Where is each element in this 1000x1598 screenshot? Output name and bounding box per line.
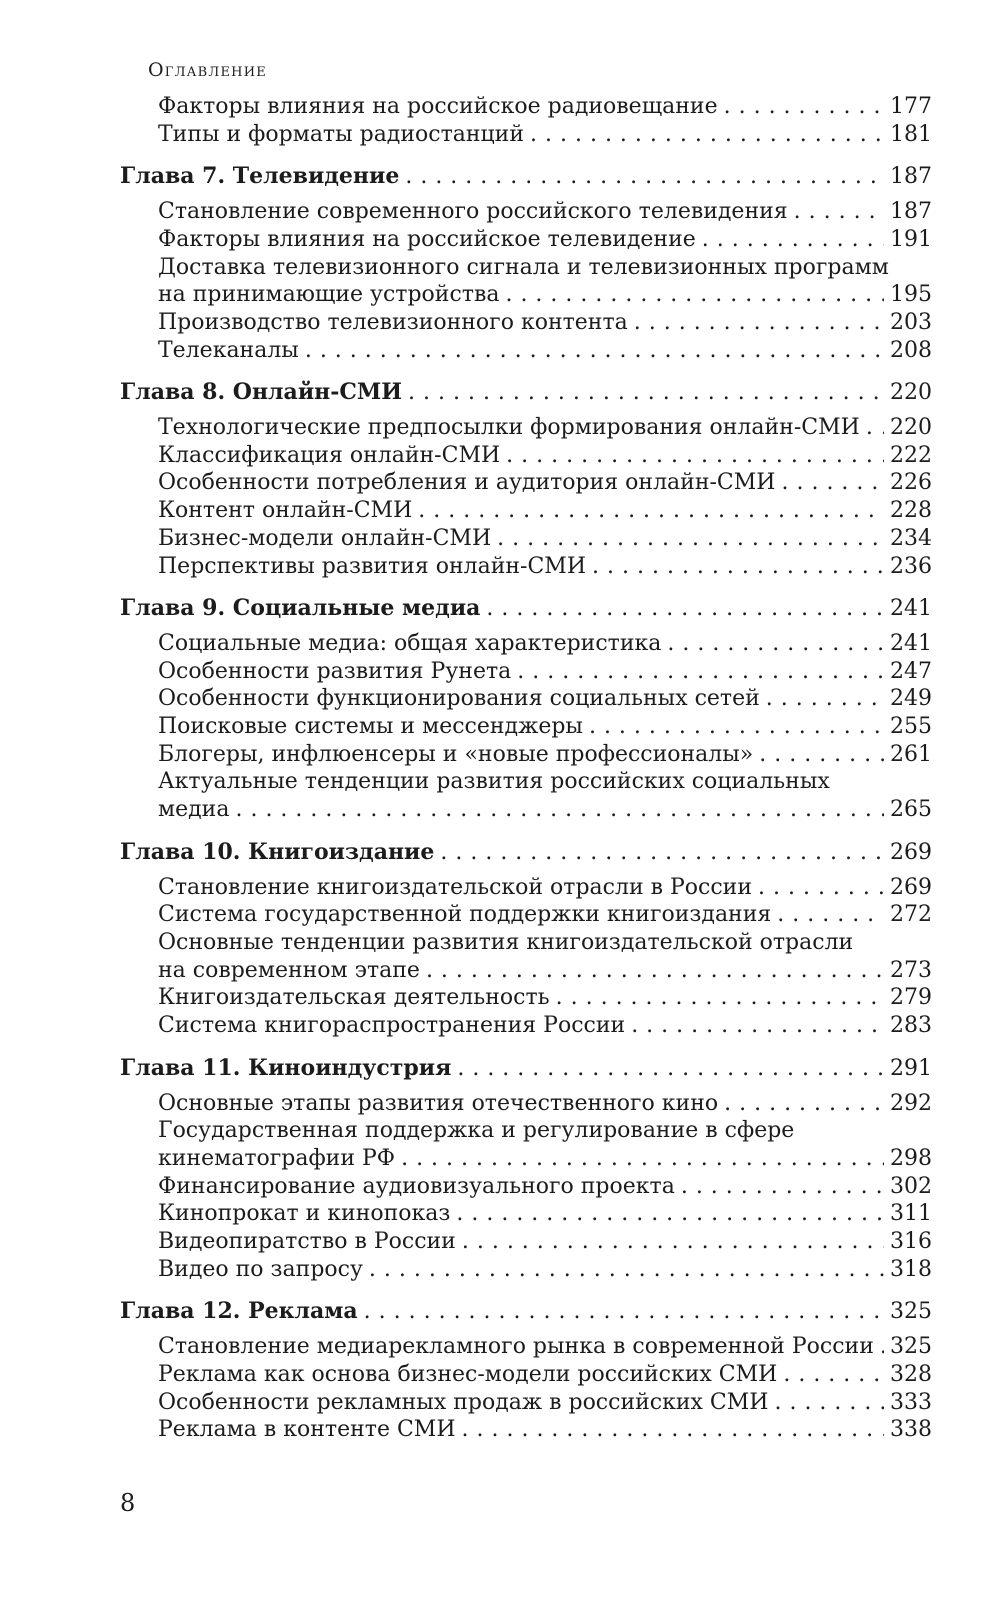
toc-entry-title: Глава 9. Социальные медиа bbox=[120, 595, 481, 622]
toc-page-number: 272 bbox=[890, 902, 932, 928]
toc-page-number: 181 bbox=[890, 121, 932, 147]
toc-entry-title: Государственная поддержка и регулирование в сфере bbox=[158, 1118, 795, 1144]
toc-entry bbox=[120, 1117, 932, 1172]
toc-entry-line bbox=[120, 1200, 932, 1228]
dot-leader bbox=[702, 226, 884, 254]
dot-leader bbox=[724, 1090, 884, 1118]
toc-entry bbox=[120, 658, 932, 686]
toc-entry-line bbox=[120, 497, 932, 525]
toc-entry-title-continuation: на современном этапе bbox=[158, 957, 420, 983]
dot-leader bbox=[497, 525, 884, 553]
toc-entry-line bbox=[120, 553, 932, 581]
toc-entry bbox=[120, 874, 932, 902]
toc-entry-title: Особенности потребления и аудитория онлайн-СМИ bbox=[158, 470, 776, 496]
dot-leader bbox=[408, 379, 884, 407]
toc-page-number: 269 bbox=[890, 874, 932, 900]
toc-page-number: 311 bbox=[890, 1201, 932, 1227]
toc-entry bbox=[120, 309, 932, 337]
toc-entry-line bbox=[120, 796, 932, 824]
toc-entry bbox=[120, 685, 932, 713]
toc-entry-title: Система книгораспространения России bbox=[158, 1013, 626, 1039]
toc-entry-line bbox=[120, 713, 932, 741]
toc-entry-line bbox=[120, 984, 932, 1012]
toc-entry bbox=[120, 1333, 932, 1361]
toc-page-number: 247 bbox=[890, 658, 932, 684]
toc-entry-title: Бизнес-модели онлайн-СМИ bbox=[158, 525, 492, 551]
toc-entry bbox=[120, 497, 932, 525]
toc-entry-line bbox=[120, 469, 932, 497]
toc-entry-line bbox=[120, 1090, 932, 1118]
toc-entry-title: Блогеры, инфлюенсеры и «новые профессионалы» bbox=[158, 741, 754, 767]
toc-entry bbox=[120, 984, 932, 1012]
toc-chapter bbox=[120, 163, 932, 191]
toc-entry bbox=[120, 414, 932, 442]
toc-entry-line bbox=[120, 685, 932, 713]
toc-entry-line bbox=[120, 1389, 932, 1417]
toc-chapter bbox=[120, 595, 932, 623]
toc-entry-line bbox=[120, 281, 932, 309]
toc-entry-title: Контент онлайн-СМИ bbox=[158, 498, 413, 524]
dot-leader bbox=[505, 281, 884, 309]
toc-entry bbox=[120, 901, 932, 929]
toc-page-number: 269 bbox=[890, 839, 932, 865]
dot-leader bbox=[777, 901, 884, 929]
dot-leader bbox=[426, 957, 884, 985]
dot-leader bbox=[235, 796, 884, 824]
dot-leader bbox=[364, 1298, 884, 1326]
toc-chapter bbox=[120, 1055, 932, 1083]
toc-entry bbox=[120, 1173, 932, 1201]
toc-page-number: 177 bbox=[890, 94, 932, 119]
dot-leader bbox=[592, 553, 884, 581]
dot-leader bbox=[631, 1012, 884, 1040]
toc-entry-title: Финансирование аудиовизуального проекта bbox=[158, 1173, 675, 1199]
dot-leader bbox=[589, 713, 884, 741]
toc-entry-line bbox=[120, 1145, 932, 1173]
toc-entry-title: Становление медиарекламного рынка в современной России bbox=[158, 1334, 874, 1360]
toc-entry bbox=[120, 254, 932, 309]
toc-entry-line bbox=[120, 121, 932, 149]
toc-entry-title: Телеканалы bbox=[158, 337, 299, 363]
dot-leader bbox=[517, 658, 884, 686]
toc-entry bbox=[120, 741, 932, 769]
toc-entry-line bbox=[120, 379, 932, 407]
dot-leader bbox=[774, 1389, 884, 1417]
toc-entry bbox=[120, 337, 932, 365]
toc-entry-title: Классификация онлайн-СМИ bbox=[158, 442, 501, 468]
toc-entry-title: Особенности рекламных продаж в российских СМИ bbox=[158, 1389, 769, 1415]
toc-page-number: 255 bbox=[890, 714, 932, 740]
toc-entry-line bbox=[120, 198, 932, 226]
toc-page-number: 333 bbox=[890, 1389, 932, 1415]
toc-page-number: 292 bbox=[890, 1090, 932, 1116]
toc-page-number: 228 bbox=[890, 498, 932, 524]
toc-entry-title: Кинопрокат и кинопоказ bbox=[158, 1201, 451, 1227]
toc-entry-title: Глава 7. Телевидение bbox=[120, 163, 400, 190]
toc-page-number: 261 bbox=[890, 741, 932, 767]
toc-page-number: 220 bbox=[890, 380, 932, 406]
toc-entry-title: Особенности развития Рунета bbox=[158, 658, 512, 684]
toc-entry-title: Глава 10. Книгоиздание bbox=[120, 838, 435, 865]
toc-page-number: 298 bbox=[890, 1145, 932, 1171]
toc-page-number: 226 bbox=[890, 470, 932, 496]
toc-entry bbox=[120, 93, 932, 121]
toc-page-number: 316 bbox=[890, 1229, 932, 1255]
toc-entry bbox=[120, 525, 932, 553]
toc-entry-title: Становление книгоиздательской отрасли в России bbox=[158, 874, 752, 900]
toc-page-number: 195 bbox=[890, 282, 932, 308]
dot-leader bbox=[681, 1173, 884, 1201]
toc-entry-title: Система государственной поддержки книгоиздания bbox=[158, 902, 772, 928]
toc-entry-line bbox=[120, 1416, 932, 1444]
toc-entry bbox=[120, 442, 932, 470]
dot-leader bbox=[667, 630, 884, 658]
toc-entry bbox=[120, 1389, 932, 1417]
toc-entry-line bbox=[120, 93, 932, 121]
toc-page-number: 191 bbox=[890, 226, 932, 252]
toc-entry-line bbox=[120, 1055, 932, 1083]
toc-entry-title: Глава 11. Киноиндустрия bbox=[120, 1054, 452, 1081]
toc-entry-title: Социальные медиа: общая характеристика bbox=[158, 630, 662, 656]
toc-page-number: 208 bbox=[890, 337, 932, 363]
toc-entry-line bbox=[120, 442, 932, 470]
toc-page-number: 265 bbox=[890, 797, 932, 823]
toc-entry-title: Доставка телевизионного сигнала и телевизионных программ bbox=[158, 254, 889, 280]
toc-entry-line bbox=[120, 226, 932, 254]
toc-entry bbox=[120, 121, 932, 149]
dot-leader bbox=[401, 1145, 884, 1173]
dot-leader bbox=[305, 337, 884, 365]
toc-entry-title: Технологические предпосылки формирования онлайн-СМИ bbox=[158, 415, 860, 441]
toc-entry-title: Поисковые системы и мессенджеры bbox=[158, 714, 583, 740]
dot-leader bbox=[440, 839, 884, 867]
toc-page-number: 241 bbox=[890, 630, 932, 656]
dot-leader bbox=[457, 1055, 884, 1083]
toc-entry-title-line bbox=[120, 768, 932, 796]
dot-leader bbox=[405, 163, 884, 191]
toc-entry-line bbox=[120, 414, 932, 442]
toc-entry-title-continuation: медиа bbox=[158, 797, 230, 823]
toc-entry bbox=[120, 226, 932, 254]
toc-entry-line bbox=[120, 1361, 932, 1389]
toc-entry-title: Типы и форматы радиостанций bbox=[158, 121, 525, 147]
toc-entry-line bbox=[120, 1228, 932, 1256]
toc-entry-line bbox=[120, 1333, 932, 1361]
toc-entry-line bbox=[120, 163, 932, 191]
dot-leader bbox=[759, 741, 884, 769]
toc-page-number: 241 bbox=[890, 596, 932, 622]
toc-entry-line bbox=[120, 309, 932, 337]
toc-entry-title: Реклама в контенте СМИ bbox=[158, 1417, 456, 1443]
toc-entry-title: Видеопиратство в России bbox=[158, 1229, 456, 1255]
toc-entry-line bbox=[120, 957, 932, 985]
toc-entry-title-line bbox=[120, 929, 932, 957]
toc-page-number: 187 bbox=[890, 199, 932, 225]
dot-leader bbox=[556, 984, 884, 1012]
toc-entry-line bbox=[120, 839, 932, 867]
toc-entry bbox=[120, 1416, 932, 1444]
toc-entry-title: Актуальные тенденции развития российских социальных bbox=[158, 769, 830, 795]
toc-entry bbox=[120, 1090, 932, 1118]
toc-page-number: 325 bbox=[890, 1299, 932, 1325]
dot-leader bbox=[462, 1416, 884, 1444]
toc-entry-title: Становление современного российского телевидения bbox=[158, 199, 788, 225]
toc-entry-title: Факторы влияния на российское телевидение bbox=[158, 226, 696, 252]
toc-entry-title-line bbox=[120, 254, 932, 282]
toc-page-number: 222 bbox=[890, 442, 932, 468]
toc-entry-title: Видео по запросу bbox=[158, 1256, 363, 1282]
toc-entry-line bbox=[120, 741, 932, 769]
dot-leader bbox=[462, 1228, 884, 1256]
dot-leader bbox=[724, 93, 884, 121]
toc-page-number: 220 bbox=[890, 415, 932, 441]
toc-page-number: 318 bbox=[890, 1256, 932, 1282]
dot-leader bbox=[486, 595, 884, 623]
toc-page-number: 279 bbox=[890, 985, 932, 1011]
toc-page-number: 234 bbox=[890, 525, 932, 551]
dot-leader bbox=[781, 469, 884, 497]
toc-page-number: 203 bbox=[890, 309, 932, 335]
toc-entry-line bbox=[120, 874, 932, 902]
toc-entry-title: Факторы влияния на российское радиовещание bbox=[158, 94, 718, 119]
dot-leader bbox=[456, 1200, 884, 1228]
toc-entry-title: Перспективы развития онлайн-СМИ bbox=[158, 553, 587, 579]
toc-entry-line bbox=[120, 337, 932, 365]
toc-page-number: 302 bbox=[890, 1173, 932, 1199]
toc-page-number: 338 bbox=[890, 1417, 932, 1443]
toc-entry-line bbox=[120, 630, 932, 658]
toc-entry bbox=[120, 1228, 932, 1256]
toc-chapter bbox=[120, 839, 932, 867]
toc-entry-line bbox=[120, 1173, 932, 1201]
dot-leader bbox=[880, 1333, 884, 1361]
toc-entry bbox=[120, 1200, 932, 1228]
toc-chapter bbox=[120, 379, 932, 407]
toc-page-number: 328 bbox=[890, 1361, 932, 1387]
toc-page-number: 187 bbox=[890, 164, 932, 190]
toc-entry-title: Глава 8. Онлайн-СМИ bbox=[120, 379, 403, 406]
dot-leader bbox=[506, 442, 884, 470]
toc-entry bbox=[120, 469, 932, 497]
toc-entry-line bbox=[120, 525, 932, 553]
toc-entry-line bbox=[120, 595, 932, 623]
toc-page-number: 236 bbox=[890, 553, 932, 579]
toc-entry-title-continuation: на принимающие устройства bbox=[158, 282, 500, 308]
table-of-contents bbox=[120, 93, 932, 1444]
toc-entry-title: Производство телевизионного контента bbox=[158, 309, 628, 335]
dot-leader bbox=[530, 121, 884, 149]
toc-page-number: 283 bbox=[890, 1013, 932, 1039]
dot-leader bbox=[369, 1256, 884, 1284]
toc-chapter bbox=[120, 1298, 932, 1326]
dot-leader bbox=[866, 414, 884, 442]
toc-entry-line bbox=[120, 1256, 932, 1284]
toc-page-number: 249 bbox=[890, 686, 932, 712]
toc-entry-title: Глава 12. Реклама bbox=[120, 1298, 358, 1325]
toc-entry-title: Реклама как основа бизнес-модели российских СМИ bbox=[158, 1361, 778, 1387]
toc-entry-title: Основные тенденции развития книгоиздательской отрасли bbox=[158, 929, 854, 955]
toc-entry-title: Книгоиздательская деятельность bbox=[158, 985, 550, 1011]
toc-entry-line bbox=[120, 901, 932, 929]
toc-page-number: 291 bbox=[890, 1055, 932, 1081]
toc-entry bbox=[120, 630, 932, 658]
toc-entry-title: Основные этапы развития отечественного кино bbox=[158, 1090, 719, 1116]
toc-entry bbox=[120, 198, 932, 226]
toc-entry-line bbox=[120, 658, 932, 686]
dot-leader bbox=[766, 685, 884, 713]
dot-leader bbox=[783, 1361, 884, 1389]
toc-entry bbox=[120, 1256, 932, 1284]
toc-entry bbox=[120, 713, 932, 741]
toc-entry-line bbox=[120, 1012, 932, 1040]
dot-leader bbox=[634, 309, 884, 337]
toc-entry bbox=[120, 553, 932, 581]
dot-leader bbox=[794, 198, 884, 226]
page-number: 8 bbox=[120, 1489, 136, 1517]
running-header: Оглавление bbox=[148, 59, 267, 81]
toc-page-number: 325 bbox=[890, 1334, 932, 1360]
dot-leader bbox=[418, 497, 884, 525]
toc-entry bbox=[120, 1361, 932, 1389]
toc-entry bbox=[120, 1012, 932, 1040]
toc-page-number: 273 bbox=[890, 957, 932, 983]
toc-entry-title-continuation: кинематографии РФ bbox=[158, 1145, 396, 1171]
toc-entry-title: Особенности функционирования социальных сетей bbox=[158, 686, 760, 712]
dot-leader bbox=[758, 874, 884, 902]
toc-entry bbox=[120, 768, 932, 823]
toc-entry-line bbox=[120, 1298, 932, 1326]
toc-entry bbox=[120, 929, 932, 984]
toc-entry-title-line bbox=[120, 1117, 932, 1145]
